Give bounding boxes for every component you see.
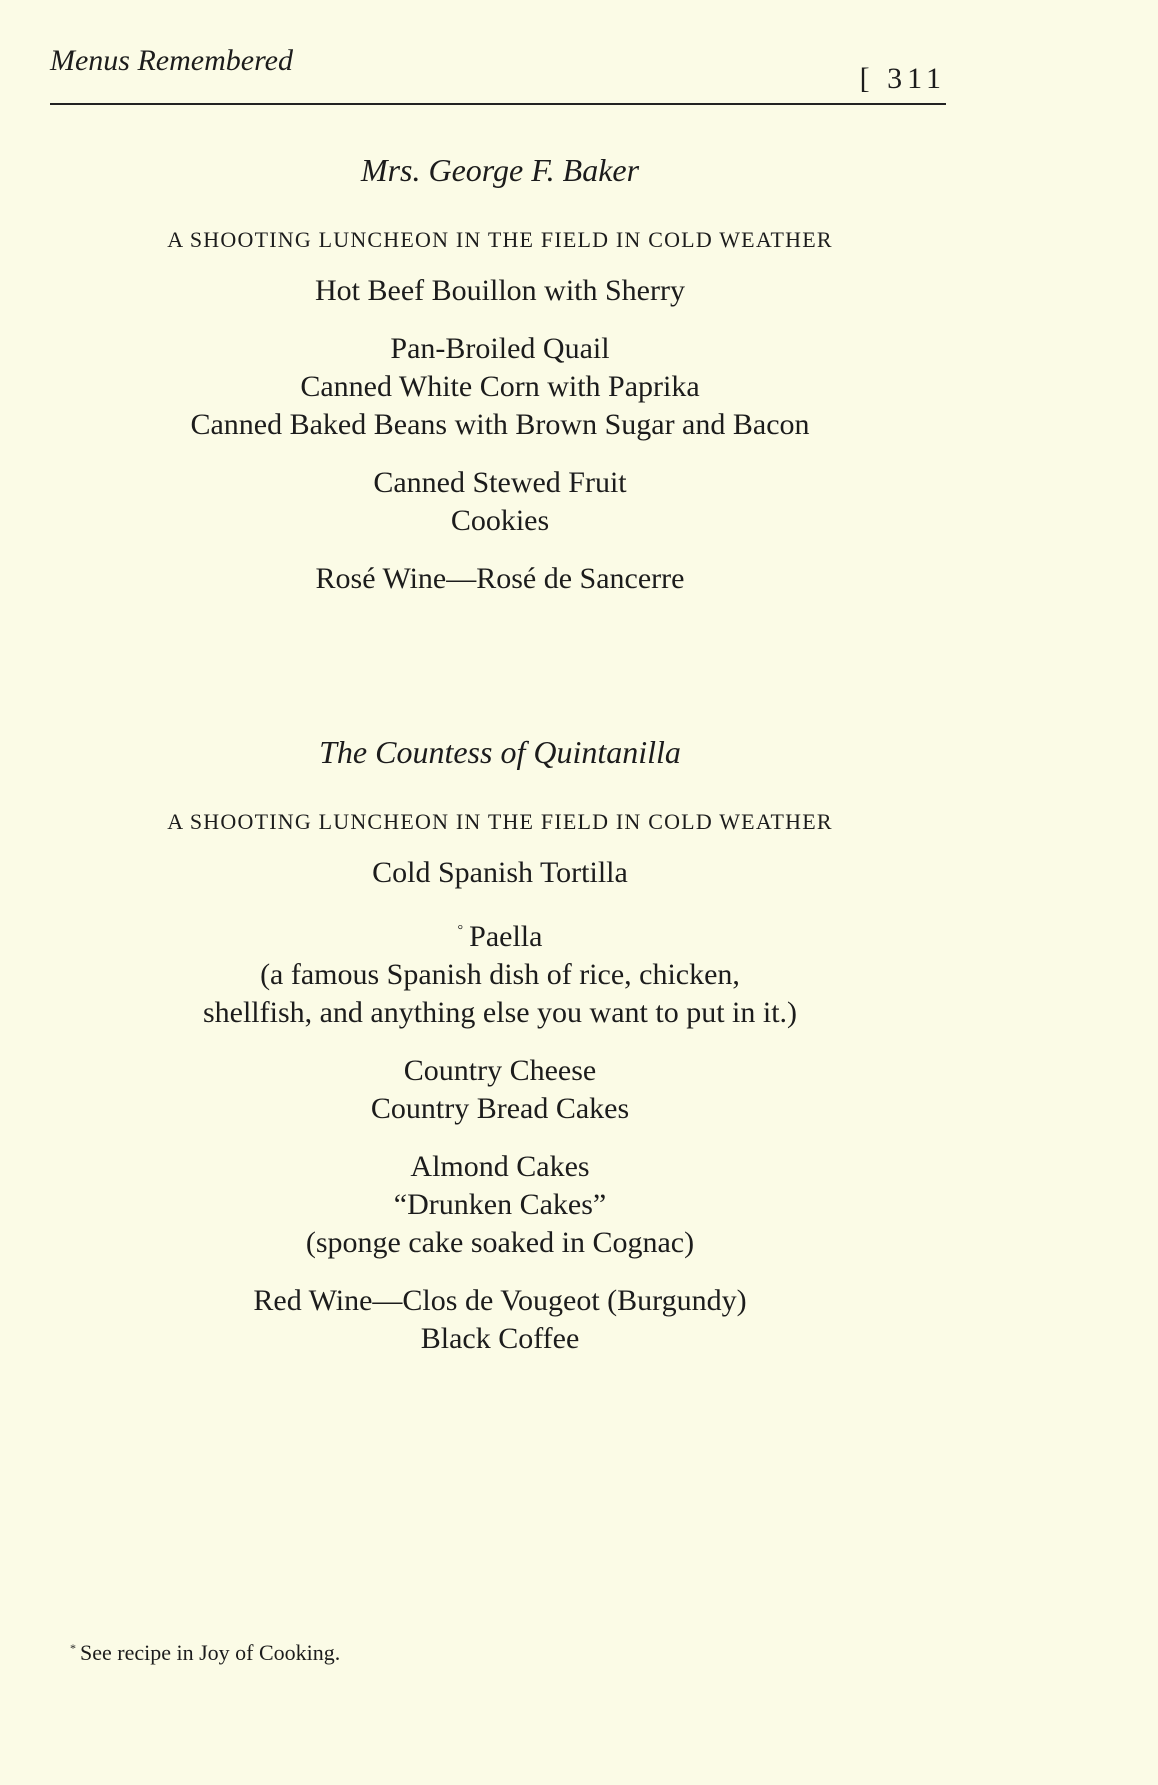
course-line: Almond Cakes <box>410 1150 590 1183</box>
course-line: (sponge cake soaked in Cognac) <box>305 1226 695 1259</box>
course-line: Canned White Corn with Paprika <box>300 370 700 403</box>
course-group <box>0 560 1000 598</box>
menu-host: The Countess of Quintanilla <box>319 734 681 770</box>
course-group <box>0 1148 1000 1262</box>
course-line: Black Coffee <box>420 1322 580 1355</box>
menu-occasion: A SHOOTING LUNCHEON IN THE FIELD IN COLD WEATHER <box>167 227 833 252</box>
course-line: Cold Spanish Tortilla <box>372 856 628 889</box>
course-group <box>0 854 1000 892</box>
course-line: Cookies <box>450 504 550 537</box>
course-line: Country Bread Cakes <box>370 1092 630 1125</box>
course-line: Hot Beef Bouillon with Sherry <box>315 274 685 307</box>
menu-host: Mrs. George F. Baker <box>360 152 640 188</box>
course-group <box>0 1052 1000 1128</box>
course-group <box>0 1282 1000 1358</box>
page-number: [ 311 <box>859 62 946 95</box>
footnote-text: See recipe in Joy of Cooking. <box>80 1640 341 1665</box>
course-group <box>0 330 1000 444</box>
course-group <box>0 912 1000 1032</box>
course-group <box>0 272 1000 310</box>
course-line-paella <box>0 912 1000 956</box>
footnote-marker: * <box>70 1641 76 1655</box>
course-group <box>0 464 1000 540</box>
course-line: Red Wine—Clos de Vougeot (Burgundy) <box>253 1284 747 1317</box>
footnote <box>70 1640 340 1666</box>
course-line: Pan-Broiled Quail <box>390 332 610 365</box>
course-line: shellfish, and anything else you want to put in it.) <box>202 996 798 1029</box>
course-line: Canned Baked Beans with Brown Sugar and Bacon <box>190 408 810 441</box>
course-line: Country Cheese <box>403 1054 597 1087</box>
menu-baker <box>0 150 1000 598</box>
course-line: “Drunken Cakes” <box>393 1188 607 1221</box>
course-line: Rosé Wine—Rosé de Sancerre <box>315 562 685 595</box>
footnote-ref-bullet: ° <box>457 923 464 938</box>
header-rule <box>50 103 946 105</box>
course-line: Canned Stewed Fruit <box>373 466 627 499</box>
menu-quintanilla <box>0 732 1000 1358</box>
running-head <box>50 40 946 106</box>
running-head-title: Menus Remembered <box>50 44 293 77</box>
course-line: (a famous Spanish dish of rice, chicken, <box>260 958 740 991</box>
course-text: Paella <box>469 920 543 953</box>
menu-occasion: A SHOOTING LUNCHEON IN THE FIELD IN COLD WEATHER <box>167 809 833 834</box>
